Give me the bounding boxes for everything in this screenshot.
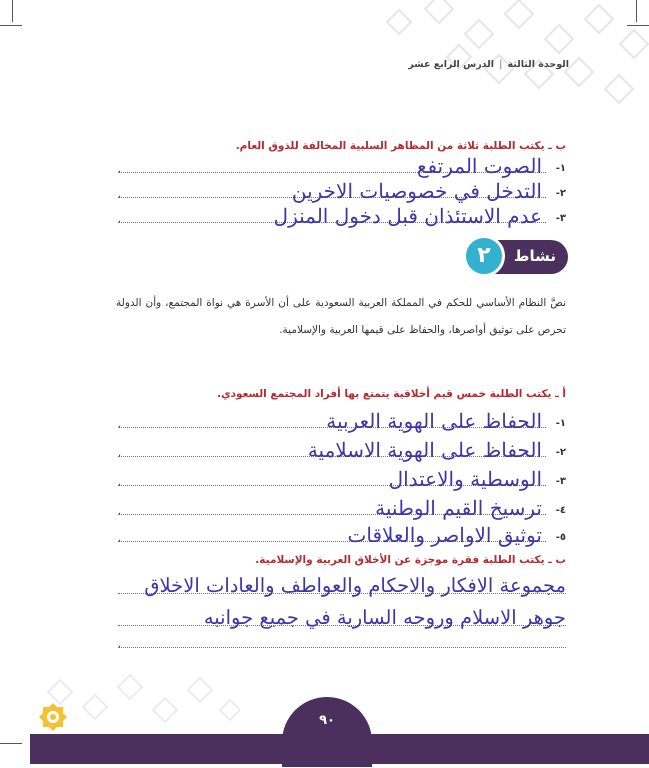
unit-title: الوحدة الثالثة	[507, 59, 569, 70]
handwritten-answer: مجموعة الافكار والاحكام والعواطف والعادات الاخلاق	[144, 574, 566, 597]
crop-mark	[0, 25, 22, 26]
handwritten-answer: توثيق الاواصر والعلاقات	[347, 523, 542, 547]
paragraph-answer-line[interactable]	[118, 568, 566, 598]
handwritten-answer: عدم الاستئذان قبل دخول المنزل	[273, 204, 542, 228]
handwritten-answer: ترسيخ القيم الوطنية	[375, 496, 542, 520]
item-number: ٢-	[555, 447, 566, 458]
answer-line[interactable]	[118, 180, 566, 202]
decorative-pattern	[40, 670, 240, 740]
item-number: ٣-	[555, 476, 566, 487]
answer-line[interactable]	[118, 155, 566, 177]
line-end: .	[118, 189, 122, 200]
lesson-title: الدرس الرابع عشر	[408, 59, 494, 70]
item-number: ١-	[555, 163, 566, 174]
item-number: ٤-	[555, 505, 566, 516]
dotted-line	[118, 647, 566, 648]
line-end: .	[118, 164, 122, 175]
item-number: ٢-	[555, 188, 566, 199]
handwritten-answer: الوسطية والاعتدال	[388, 467, 542, 491]
page-number: ٩٠	[319, 713, 335, 728]
section-b2-instruction: ب ـ يكتب الطلبة فقرة موجزة عن الأخلاق العربية والإسلامية.	[255, 554, 566, 566]
crop-mark	[12, 0, 13, 22]
crop-mark	[0, 743, 22, 744]
section-b1-instruction: ب ـ يكتب الطلبة ثلاثة من المظاهر السلبية المخالفة للذوق العام.	[235, 140, 566, 152]
section-a-instruction: أ ـ يكتب الطلبة خمس قيم أخلاقية يتمتع بها أفراد المجتمع السعودي.	[217, 388, 566, 400]
item-number: ٣-	[555, 213, 566, 224]
answer-line[interactable]	[118, 439, 566, 461]
activity-label: نشاط	[513, 247, 556, 265]
paragraph-answer-line[interactable]	[118, 622, 566, 652]
publisher-logo-icon	[37, 701, 69, 733]
item-number: ٥-	[555, 532, 566, 543]
line-end: .	[118, 639, 122, 650]
answer-line[interactable]	[118, 410, 566, 432]
handwritten-answer: الحفاظ على الهوية العربية	[326, 409, 542, 433]
activity-number: ٢	[463, 235, 505, 277]
running-header	[408, 59, 569, 70]
line-end: .	[118, 506, 122, 517]
answer-line[interactable]	[118, 524, 566, 546]
line-end: .	[118, 477, 122, 488]
handwritten-answer: جوهر الاسلام وروحه السارية في جميع جوانبه	[203, 606, 566, 629]
intro-paragraph: نصَّ النظام الأساسي للحكم في المملكة العربية السعودية على أن الأسرة هي نواة المجتمع، وأن الدولة تحرص على توثيق أواصرها، والحفاظ على قيمها العربية والإسلامية.	[116, 297, 566, 336]
line-end: .	[118, 448, 122, 459]
page-number-tab	[282, 697, 372, 767]
handwritten-answer: الحفاظ على الهوية الاسلامية	[307, 438, 542, 462]
handwritten-answer: الصوت المرتفع	[416, 154, 542, 178]
header-separator: |	[499, 59, 503, 70]
line-end: .	[118, 214, 122, 225]
handwritten-answer: التدخل في خصوصيات الاخرين	[291, 179, 542, 203]
line-end: .	[118, 419, 122, 430]
answer-line[interactable]	[118, 205, 566, 227]
activity-badge	[473, 240, 568, 274]
answer-line[interactable]	[118, 497, 566, 519]
answer-line[interactable]	[118, 468, 566, 490]
item-number: ١-	[555, 418, 566, 429]
line-end: .	[118, 533, 122, 544]
